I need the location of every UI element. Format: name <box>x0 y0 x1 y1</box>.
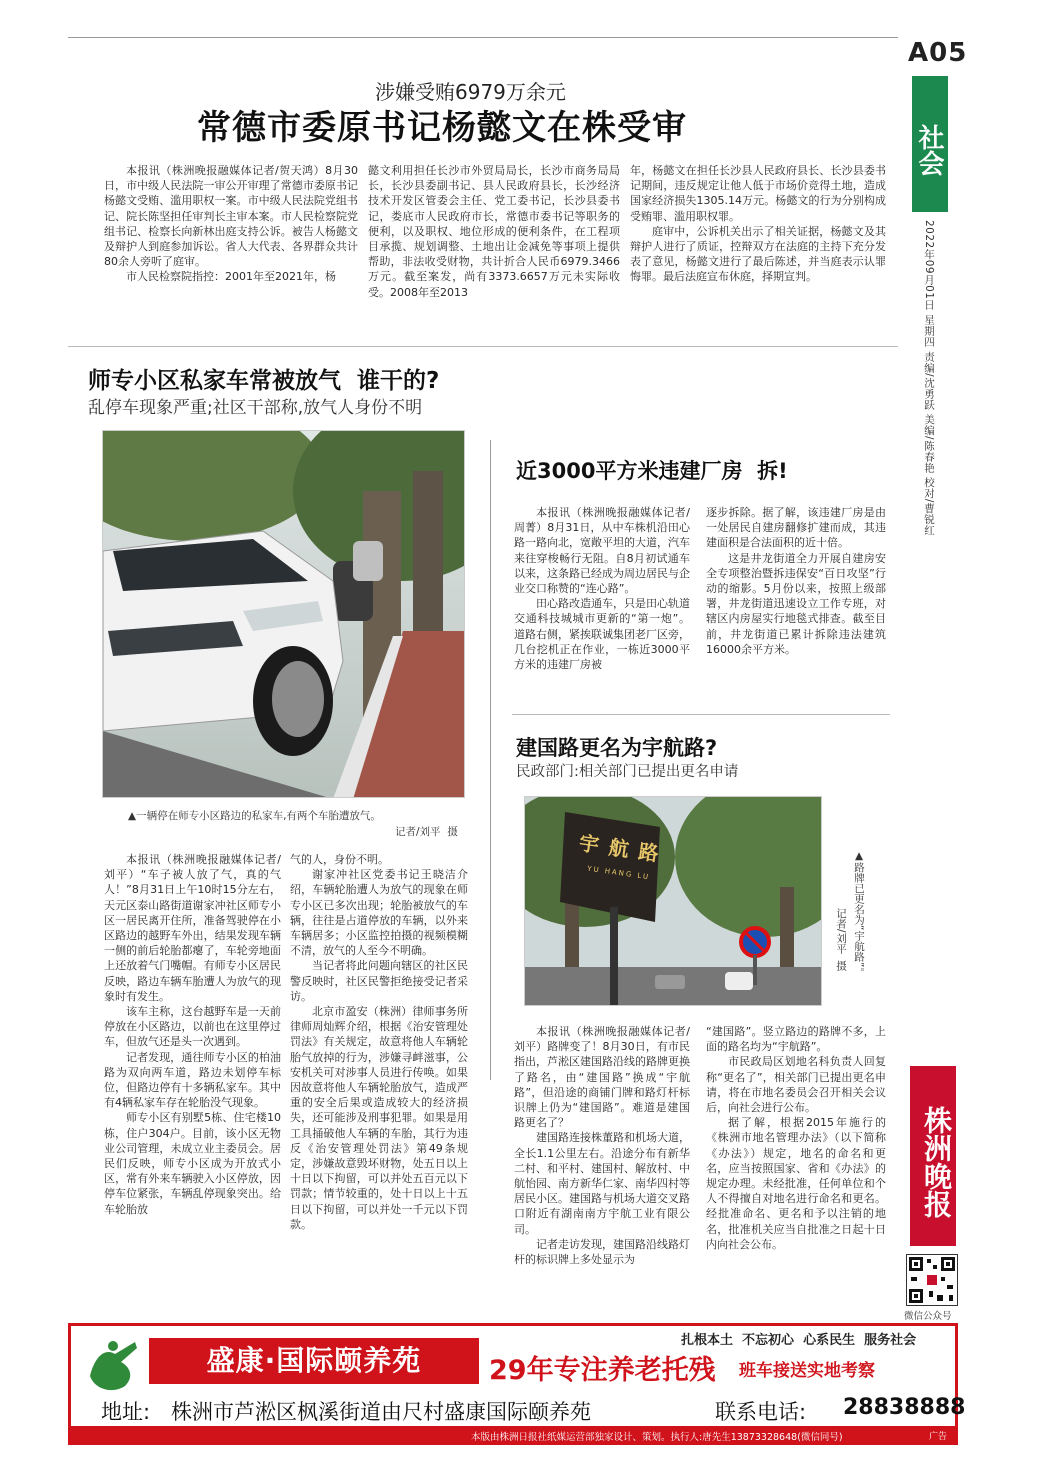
story3-col1-p1: 本报讯（株洲晚报融媒体记者/周菁）8月31日，从中车株机沿田心路一路向北，宽敞平坦的大道，汽车来往穿梭畅行无阻。自8月初试通车以来，这条路已经成为周边居民与企业交口称赞的“连心路”。 <box>514 506 690 596</box>
story1-title: 常德市委原书记杨懿文在株受审 <box>197 108 687 148</box>
story1-col2-p1: 懿文利用担任长沙市外贸局局长，长沙市商务局局长，长沙县委副书记、县人民政府县长，长沙经济技术开发区管委会主任、党工委书记，长沙县委书记，娄底市人民政府市长，常德市委书记等职务的便利，以及职权、地位形成的便利条件，在工程项目承揽、规划调整、土地出让金减免等事项上提供帮助，非法收受财物，共计折合人民币6979.3466万元。截至案发，尚有3373.6657万元未实际收受。2008年至2013 <box>368 164 620 299</box>
story2-credit: 记者/刘平 摄 <box>395 826 458 838</box>
story1-kicker: 涉嫌受贿6979万余元 <box>375 80 566 104</box>
story1-col1 <box>104 163 358 285</box>
story1-col3 <box>630 163 886 285</box>
story2-col1-p4: 师专小区有别墅5栋、住宅楼10栋，住户304户。目前，该小区无物业公司管理，未成立业主委员会。居民们反映，师专小区成为开放式小区，常有外来车辆驶入小区停放，因停车位紧张，车辆乱停现象突出。给车轮胎放 <box>104 1111 281 1216</box>
section-tab <box>912 76 948 212</box>
story4-col2-p3: 据了解，根据2015年施行的《株洲市地名管理办法》（以下简称《办法》）规定，地名的命名和更名，应当按照国家、省和《办法》的规定办理。未经批准，任何单位和个人不得擅自对地名进行命名和更名。经批准命名、更名和予以注销的地名，批准机关应当自批准之日起十日内向社会公布。 <box>706 1116 886 1251</box>
dateline: 2022年09月01日 星期四 责编/沈勇跃 美编/陈春艳 校对/曹锐红 <box>923 220 935 536</box>
ad-headline: 29年专注养老托残 <box>489 1355 716 1386</box>
story2-col2-p4: 北京市盈安（株洲）律师事务所律师周灿辉介绍，根据《治安管理处罚法》有关规定，故意将他人车辆轮胎气放掉的行为，涉嫌寻衅滋事，公安机关可对涉事人员进行传唤。如果因故意将他人车辆轮胎放气，造成严重的安全后果或造成较大的经济损失，还可能涉及刑事犯罪。如果是用工具捅破他人车辆的车胎，其行为违反《治安管理处罚法》第49条规定，涉嫌故意毁坏财物，处五日以上十日以下拘留，可以并处五百元以下罚款；情节较重的，处十日以上十五日以下拘留，可以并处一千元以下罚款。 <box>290 1005 468 1231</box>
story2-col1-p3: 记者发现，通往师专小区的柏油路为双向两车道，路边未划停车标位，但路边停有十多辆私家车。其中有4辆私家车存在轮胎没气现象。 <box>104 1050 281 1110</box>
story2-col2-p1: 气的人，身份不明。 <box>290 853 389 866</box>
story1-col2 <box>368 163 620 300</box>
story4-caption: ▲路牌已更名为“宇航路”。 <box>853 850 865 978</box>
story4-col1-p1: 本报讯（株洲晚报融媒体记者/刘平）路牌变了！8月30日，有市民指出，芦淞区建国路沿线的路牌更换了路名，由“建国路”换成“宇航路”，但沿途的商铺门牌和路灯杆标识牌上仍为“建国路”。难道是建国路更名了？ <box>514 1025 690 1130</box>
wechat-label: 微信公众号 <box>904 1311 952 1322</box>
story4-col2-p2: 市民政局区划地名科负责人回复称“更名了”，相关部门已提出更名申请，将在市地名委员会召开相关会议后，向社会进行公布。 <box>706 1055 886 1115</box>
story2-col1-p2: 该车主称，这台越野车是一天前停放在小区路边，以前也在这里停过车，但放气还是头一次遇到。 <box>104 1005 281 1049</box>
ad-address-label: 地址: <box>101 1400 151 1424</box>
sign-illustration <box>525 797 822 1006</box>
story2-col2-p2: 谢家冲社区党委书记王晓洁介绍，车辆轮胎遭人为放气的现象在师专小区已多次出现；轮胎被放气的车辆，往往是占道停放的车辆，以外来车辆居多；小区监控拍摄的视频模糊不清，放气的人至今不明确。 <box>290 868 468 958</box>
qr-code <box>906 1254 958 1306</box>
ad-brand-box <box>149 1338 479 1384</box>
ad-slogan-top: 扎根本土 不忘初心 心系民生 服务社会 <box>681 1333 917 1348</box>
story1-col1-p2: 市人民检察院指控：2001年至2021年，杨 <box>126 270 336 284</box>
ad-phone-label: 联系电话: <box>715 1400 807 1424</box>
story3-col2-p1: 逐步拆除。据了解，该违建厂房是由一处居民自建房翻修扩建而成，其违建面积是合法面积的近十倍。 <box>706 506 886 550</box>
story3-col2 <box>706 505 886 657</box>
story2-col2 <box>290 852 468 1232</box>
page-number: A05 <box>908 38 968 68</box>
story1-col3-p2: 庭审中，公诉机关出示了相关证据，杨懿文及其辩护人进行了质证，控辩双方在法庭的主持下充分发表了意见，杨懿文进行了最后陈述，并当庭表示认罪悔罪。最后法庭宣布休庭，择期宣判。 <box>630 224 886 284</box>
story4-col1-p2: 建国路连接株董路和机场大道，全长1.1公里左右。沿途分布有新华二村、和平村、建国村、解放村、中航怡园、南方新华仁家、南华四村等居民小区。建国路与机场大道交叉路口附近有湖南南方宇航工业有限公司。 <box>514 1131 690 1236</box>
sign-subtext: YU HANG LU <box>586 864 651 882</box>
ad-banner <box>68 1323 966 1445</box>
story3-col1-p2: 田心路改造通车，只是田心轨道交通科技城城市更新的“第一炮”。道路右侧，紧挨联诚集团老厂区旁，几台挖机正在作业，一栋近3000平方米的违建厂房被 <box>514 597 690 672</box>
story4-col2-p1: “建国路”。竖立路边的路牌不多，上面的路名均为“宇航路”。 <box>706 1025 886 1054</box>
story4-col1-p3: 记者走访发现，建国路沿线路灯杆的标识牌上多处显示为 <box>514 1237 690 1267</box>
brand-logo-icon <box>85 1336 145 1396</box>
story4-col2 <box>706 1024 886 1252</box>
story3-col1 <box>514 505 690 672</box>
story1-col1-p1: 本报讯（株洲晚报融媒体记者/贺天鸿）8月30日，市中级人民法院一审公开审理了常德市委原书记杨懿文受贿、滥用职权一案。市中级人民法院党组书记、院长陈坚担任审判长主审本案。市人民检察院党组书记、检察长向新林出庭支持公诉。被告人杨懿文及辩护人到庭参加诉讼。省人大代表、各界群众共计80余人旁听了庭审。 <box>104 164 358 269</box>
story1-col3-p1: 年，杨懿文在担任长沙县人民政府县长、长沙县委书记期间，违反规定让他人低于市场价竞得土地，造成国家经济损失1305.14万元。杨懿文的行为分别构成受贿罪、滥用职权罪。 <box>630 164 886 223</box>
ad-headline-tail: 班车接送实地考察 <box>739 1361 875 1381</box>
story2-col2-p3: 当记者将此问题向辖区的社区民警反映时，社区民警拒绝接受记者采访。 <box>290 959 468 1003</box>
paper-logo <box>910 1066 956 1246</box>
sign-text: 宇航路 <box>577 830 671 868</box>
story2-subtitle: 乱停车现象严重;社区干部称,放气人身份不明 <box>88 398 423 418</box>
story2-caption: ▲一辆停在师专小区路边的私家车,有两个车胎遭放气。 <box>128 810 381 822</box>
ad-footer: 本版由株洲日报社纸媒运营部独家设计、策划。执行人:唐先生13873328648(微信同号) <box>471 1432 843 1443</box>
section-label: 社会 <box>914 124 944 176</box>
story3-title: 近3000平方米违建厂房 拆! <box>516 459 788 483</box>
paper-logo-text: 株洲晚报 <box>920 1106 953 1218</box>
qr-code-icon <box>907 1255 957 1305</box>
story3-col2-p2: 这是井龙街道全力开展自建房安全专项整治暨拆违保安“百日攻坚”行动的缩影。5月份以来，按照上级部署，井龙街道迅速设立工作专班，对辖区内房屋实行地毯式排查。截至目前，井龙街道已累计拆除违法建筑16000余平方米。 <box>706 551 886 656</box>
story2-col1-p1: 本报讯（株洲晚报融媒体记者/刘平）“车子被人放了气，真的气人！”8月31日上午10时15分左右，天元区泰山路街道谢家冲社区师专小区一居民离开住所，准备驾驶停在小区路边的越野车外出，结果发现车辆一侧的前后轮胎都瘪了，车轮旁地面上还放着气门嘴帽。有师专小区居民反映，路边车辆车胎遭人为放气的现象时有发生。 <box>104 853 281 1003</box>
ad-tag: 广告 <box>929 1432 948 1442</box>
ad-address: 株洲市芦淞区枫溪街道由尺村盛康国际颐养苑 <box>171 1400 591 1424</box>
car-illustration <box>103 431 465 798</box>
ad-phone: 28838888 <box>843 1395 966 1420</box>
story2-col1 <box>104 852 281 1217</box>
street-sign-photo <box>524 796 822 1006</box>
car-photo <box>102 430 465 798</box>
ad-brand: 盛康·国际颐养苑 <box>206 1344 422 1377</box>
story2-title: 师专小区私家车常被放气 谁干的? <box>88 368 440 394</box>
story4-subtitle: 民政部门:相关部门已提出更名申请 <box>516 764 739 780</box>
story4-credit: 记者/刘平 摄 <box>835 908 847 971</box>
story4-title: 建国路更名为宇航路? <box>516 736 718 760</box>
story4-col1 <box>514 1024 690 1267</box>
